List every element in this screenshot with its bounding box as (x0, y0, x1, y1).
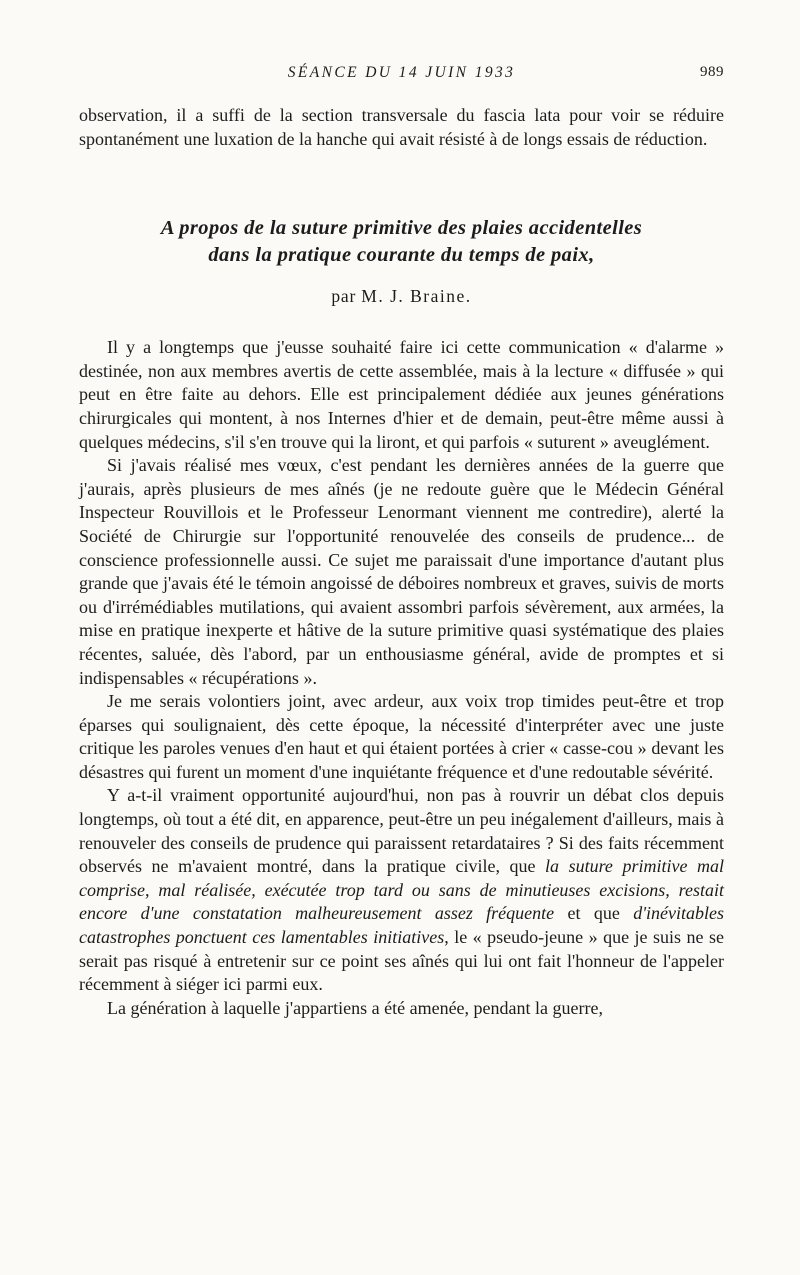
running-header (79, 64, 724, 86)
paragraph-1: Il y a longtemps que j'eusse souhaité faire ici cette communication « d'alarme » destinée, non aux membres avertis de cette assemblée, mais à la lecture « diffusée » qui peut en être faite au dehors. Elle est principalement dédiée aux jeunes générations chirurgicales qui montent, à nos Internes d'hier et de demain, peut-être même aussi à quelques médecins, s'il s'en trouve qui la liront, et qui parfois « suturent » aveuglément. (79, 337, 724, 452)
paragraph-4-emphasis-2: d'inévitables catastrophes ponctuent ces lamentables initiatives (79, 903, 725, 948)
paragraph-4-text-a: Y a-t-il vraiment opportunité aujourd'hui, non pas à rouvrir un débat clos depuis longtemps, où tout a été dit, en apparence, peut-être un peu inégalement d'ailleurs, mais à renouveler des conseils de prudence qui paraissent retardataires ? Si des faits récemment observés ne m'avaient montré, dans la pratique civile, que (79, 785, 724, 877)
paragraph-5: La génération à laquelle j'appartiens a été amenée, pendant la guerre, (107, 997, 603, 1018)
author-byline (79, 286, 724, 307)
article-title-line-2: dans la pratique courante du temps de paix, (208, 244, 595, 267)
article-title-line-1: A propos de la suture primitive des plaies accidentelles (160, 217, 643, 240)
page-number: 989 (700, 64, 724, 80)
paragraph-2: Si j'avais réalisé mes vœux, c'est pendant les dernières années de la guerre que j'aurais, après plusieurs de mes aînés (je ne redoute guère que le Médecin Général Inspecteur Rouvillois et le Professeur Lenormant viennent me contredire), alerté la Société de Chirurgie sur l'opportunité renouvelée des conseils de prudence... de conscience professionnelle aussi. Ce sujet me paraissait d'une importance d'autant plus grande que j'avais été le témoin angoissé de déboires nombreux et graves, suivis de morts ou d'irrémédiables mutilations, qui avaient assombri parfois sévèrement, aux armées, la mise en pratique inexperte et hâtive de la suture primitive quasi systématique des plaies récentes, saluée, dès l'abord, par un enthousiasme général, avide de promptes et si indispensables « récupérations ». (79, 455, 724, 688)
article-title (79, 215, 724, 269)
paragraph-4-emphasis-1: la suture primitive mal comprise, mal réalisée, exécutée trop tard ou sans de minutieuses excisions, restait encore d'une constatation malheureusement assez fréquente (79, 856, 724, 924)
body-text (79, 104, 724, 1020)
author-prefix: par (331, 286, 357, 307)
paragraph-4-text-c: et que (554, 903, 634, 924)
running-header-title: SÉANCE DU 14 JUIN 1933 (287, 64, 516, 81)
paragraph-4-text-e: , le « pseudo-jeune » que je suis ne se serait pas risqué à entretenir sur ce point ses aînés qui lui ont fait l'honneur de l'appeler récemment à siéger ici parmi eux. (79, 927, 724, 995)
paragraph-4 (79, 784, 724, 996)
intro-paragraph: observation, il a suffi de la section transversale du fascia lata pour voir se réduire spontanément une luxation de la hanche qui avait résisté à de longs essais de réduction. (79, 105, 724, 149)
author-name: M. J. Braine. (361, 286, 472, 307)
paragraph-3: Je me serais volontiers joint, avec ardeur, aux voix trop timides peut-être et trop éparses qui soulignaient, dès cette époque, la nécessité d'interpréter avec une juste critique les paroles venues d'en haut et qui étaient portées à crier « casse-cou » devant les désastres qui furent un moment d'une inquiétante fréquence et d'une redoutable sévérité. (79, 691, 724, 782)
